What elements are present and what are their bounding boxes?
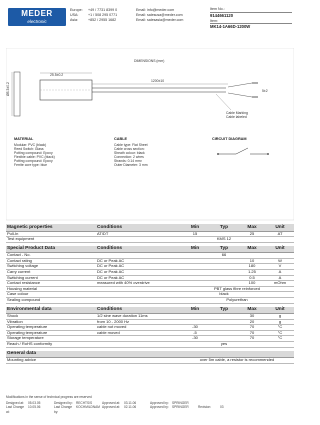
table-title: Magnetic properties xyxy=(6,224,96,231)
cell-value: yes xyxy=(210,342,238,348)
spec-table xyxy=(6,224,294,243)
cell-value: cable moved xyxy=(96,330,180,336)
column-header: Max xyxy=(238,246,266,253)
footer-label: Last Change at: xyxy=(6,405,25,414)
spec-tables xyxy=(6,224,294,367)
table-header-row xyxy=(6,224,294,231)
cell-value: DC or Peak AC xyxy=(96,258,180,264)
technical-drawing xyxy=(6,48,294,228)
table-title: Special Product Data xyxy=(6,246,96,253)
cell-value: °C xyxy=(266,330,294,336)
row-label: Shock xyxy=(6,314,96,320)
column-header: Max xyxy=(238,307,266,314)
column-header: Min xyxy=(180,246,210,253)
cell-value: black xyxy=(210,292,238,298)
cell-value: °C xyxy=(266,325,294,331)
cell-value: W xyxy=(266,258,294,264)
cell-value: 70 xyxy=(238,336,266,342)
cell-value xyxy=(238,342,266,348)
table-row xyxy=(6,358,294,364)
footer-value: 03 xyxy=(220,405,224,410)
cable-spec-line: Cable type: Flat Sheet xyxy=(114,143,148,147)
cell-value xyxy=(266,237,294,243)
footer-value: 10.05.06 xyxy=(28,405,41,410)
cell-value: PBT glass fibre reinforced xyxy=(180,286,294,292)
cell-value: g xyxy=(266,314,294,320)
column-header xyxy=(180,351,210,358)
cell-value xyxy=(96,237,180,243)
column-header: Typ xyxy=(210,307,238,314)
cell-value: g xyxy=(266,319,294,325)
cable-spec-line: Outer Diameter: 3 mm xyxy=(114,163,148,167)
cell-value: -30 xyxy=(180,336,210,342)
contact-region: USA: xyxy=(70,12,79,17)
contact-row xyxy=(70,18,210,23)
material-heading: MATERIAL xyxy=(14,137,34,141)
footer-label: Approved at: xyxy=(102,405,121,410)
cell-value: 1/2 sine wave duration 11ms xyxy=(96,314,180,320)
footer-value: RECHTS/S xyxy=(76,401,93,406)
cell-value: mOhm xyxy=(266,281,294,287)
cable-length-dimension: 1200±10 xyxy=(151,79,165,83)
row-label: Pull-In xyxy=(6,231,96,237)
column-header xyxy=(210,351,238,358)
column-header: Typ xyxy=(210,246,238,253)
cable-spec-line: Sheath colour: black xyxy=(114,151,145,155)
cell-value: -5 xyxy=(180,330,210,336)
column-header: Conditions xyxy=(96,246,180,253)
cell-value: cable not moved xyxy=(96,325,180,331)
cell-value xyxy=(266,342,294,348)
table-header-row xyxy=(6,351,294,358)
material-line: Ferrite core type: blue xyxy=(14,163,47,167)
cell-value xyxy=(96,297,180,303)
cell-value xyxy=(180,342,210,348)
column-header xyxy=(238,351,266,358)
table-row xyxy=(6,237,294,243)
cell-value xyxy=(180,237,210,243)
cell-value: 66 xyxy=(210,253,238,259)
table-title: General data xyxy=(6,351,96,358)
footer-value: 05.03.05 xyxy=(28,401,41,406)
footer-value: 02.11.06 xyxy=(124,405,137,410)
side-profile-shape xyxy=(14,72,20,116)
cable-marking-label-2: Cable labeled xyxy=(226,115,247,119)
cell-value: 30 xyxy=(238,314,266,320)
row-label: Carry current xyxy=(6,269,96,275)
cell-value: 70 xyxy=(238,330,266,336)
contact-email: Email: info@meder.com xyxy=(136,8,175,12)
footer-value: KOCHMILDNAM xyxy=(76,405,100,410)
row-label: Contact rating xyxy=(6,258,96,264)
diameter-dimension: Ø5.3±0.2 xyxy=(6,82,10,96)
column-header xyxy=(96,351,180,358)
row-label: Contact resistance xyxy=(6,281,96,287)
footer-label: Revision: xyxy=(198,405,212,410)
strip-dimension: 5±2 xyxy=(262,89,268,93)
footer-value: SPRINGER xyxy=(172,405,189,410)
item-box xyxy=(210,7,292,30)
modification-note: Modifications in the sense of technical progress are reserved xyxy=(6,395,92,399)
row-label: Storage temperature xyxy=(6,336,96,342)
cell-value: A xyxy=(266,275,294,281)
cable-spec-line: Cable cross section: xyxy=(114,147,145,151)
contact-email: Email: salesasia@meder.com xyxy=(136,17,184,22)
cell-value: AT xyxy=(266,231,294,237)
column-header: Max xyxy=(238,224,266,231)
table-row xyxy=(6,342,294,348)
row-label: Switching voltage xyxy=(6,264,96,270)
logo-wordmark: MEDER xyxy=(21,9,53,18)
cell-value: 180 xyxy=(238,264,266,270)
cell-value: Polyurethan xyxy=(180,297,294,303)
footer-label: Last Change by: xyxy=(54,405,73,414)
material-line: Potting compound: Epoxy xyxy=(14,159,53,163)
material-line: Potting compound: Epoxy xyxy=(14,151,53,155)
meder-logo xyxy=(8,8,66,26)
contact-block xyxy=(70,8,210,22)
cable-spec-line: Strands: 0.14 mm² xyxy=(114,159,142,163)
contact-phone: +49 / 7731 8399 0 xyxy=(88,8,118,12)
cell-value: DC or Peak AC xyxy=(96,269,180,275)
row-label: Case colour xyxy=(6,292,96,298)
column-header: Min xyxy=(180,307,210,314)
reed-switch-symbol xyxy=(217,148,269,155)
cell-value: AT/DT xyxy=(96,231,180,237)
footer-label: Designed by: xyxy=(54,401,73,406)
body-length-dimension: 25.5±0.2 xyxy=(50,73,64,77)
cell-value: -30 xyxy=(180,325,210,331)
column-header: Unit xyxy=(266,246,294,253)
row-label: Test equipment xyxy=(6,237,96,243)
drawing-svg xyxy=(6,48,294,228)
spec-table xyxy=(6,246,294,304)
cable-spec-line: Connection: 2 wires xyxy=(114,155,144,159)
column-header xyxy=(266,351,294,358)
cell-value: 20 xyxy=(238,319,266,325)
column-header: Min xyxy=(180,224,210,231)
row-label: Operating temperature xyxy=(6,325,96,331)
contact-email: Email: salesusa@meder.com xyxy=(136,12,183,17)
contact-region: Asia: xyxy=(70,17,78,22)
cell-value: DC or Peak AC xyxy=(96,264,180,270)
cell-value: from 10 - 2000 Hz xyxy=(96,319,180,325)
item-label: Item: xyxy=(210,19,292,25)
column-header: Unit xyxy=(266,224,294,231)
material-line: Reed Switch: Glass xyxy=(14,147,44,151)
row-label: Operating temperature xyxy=(6,330,96,336)
row-label: Contact - No. xyxy=(6,253,96,259)
cell-value: V xyxy=(266,264,294,270)
row-label: Housing material xyxy=(6,286,96,292)
material-line: Modular: PVC (black) xyxy=(14,143,47,147)
cell-value: 70 xyxy=(238,325,266,331)
column-header: Conditions xyxy=(96,307,180,314)
cell-value: KMS 12 xyxy=(210,237,238,243)
item-no-label: Item No.: xyxy=(210,7,292,13)
footer-label: Approved by: xyxy=(150,405,169,410)
cell-value xyxy=(96,342,180,348)
contact-region: Europe: xyxy=(70,8,83,12)
table-title: Environmental data xyxy=(6,307,96,314)
row-label: Vibration xyxy=(6,319,96,325)
dimensions-title: DIMENSIONS (mm) xyxy=(134,59,165,63)
table-header-row xyxy=(6,246,294,253)
cell-value xyxy=(96,358,180,364)
cell-value: 25 xyxy=(238,231,266,237)
row-label: Switching current xyxy=(6,275,96,281)
footer-value: SPRINGER xyxy=(172,401,189,406)
column-header: Typ xyxy=(210,224,238,231)
footer-label: Designed at: xyxy=(6,401,24,406)
row-label: Sealing compound xyxy=(6,297,96,303)
contact-phone: +1 / 508 295 0771 xyxy=(88,12,118,17)
footer-row-changed xyxy=(6,405,294,413)
cell-value: 15 xyxy=(180,231,210,237)
spec-table xyxy=(6,351,294,364)
cell-value: DC or Peak AC xyxy=(96,275,180,281)
column-header: Conditions xyxy=(96,224,180,231)
table-row xyxy=(6,297,294,303)
spec-table xyxy=(6,307,294,348)
cell-value: 100 xyxy=(238,281,266,287)
footer-label: Approved at: xyxy=(102,401,121,406)
cell-value: 10 xyxy=(238,258,266,264)
cell-value: measured with 40% overdrive xyxy=(96,281,180,287)
cell-value: 0.5 xyxy=(238,275,266,281)
circuit-heading: CIRCUIT DIAGRAM xyxy=(212,137,247,141)
cable-heading: CABLE xyxy=(114,137,128,141)
column-header: Unit xyxy=(266,307,294,314)
cable-marking-label: Cable Marking xyxy=(226,111,248,115)
footer-value: 03.11.06 xyxy=(124,401,137,406)
cell-value: over 5m cable, a resistor is recommended xyxy=(180,358,294,364)
contact-phone: +852 / 2955 1682 xyxy=(88,17,117,22)
cell-value xyxy=(238,237,266,243)
row-label: Reach / RoHS conformity xyxy=(6,342,96,348)
table-header-row xyxy=(6,307,294,314)
logo-subtitle: electronic xyxy=(27,19,47,24)
material-line: Flexible cable: PVC (black) xyxy=(14,155,55,159)
footer-label: Approved by: xyxy=(150,401,169,406)
cell-value: 1.25 xyxy=(238,269,266,275)
cell-value: A xyxy=(266,269,294,275)
cell-value: °C xyxy=(266,336,294,342)
item-value: MK14-1A66D-1200W xyxy=(210,24,251,30)
item-no-value: 9144661120 xyxy=(210,12,234,18)
row-label: Mounting advice xyxy=(6,358,96,364)
footer xyxy=(6,395,294,414)
